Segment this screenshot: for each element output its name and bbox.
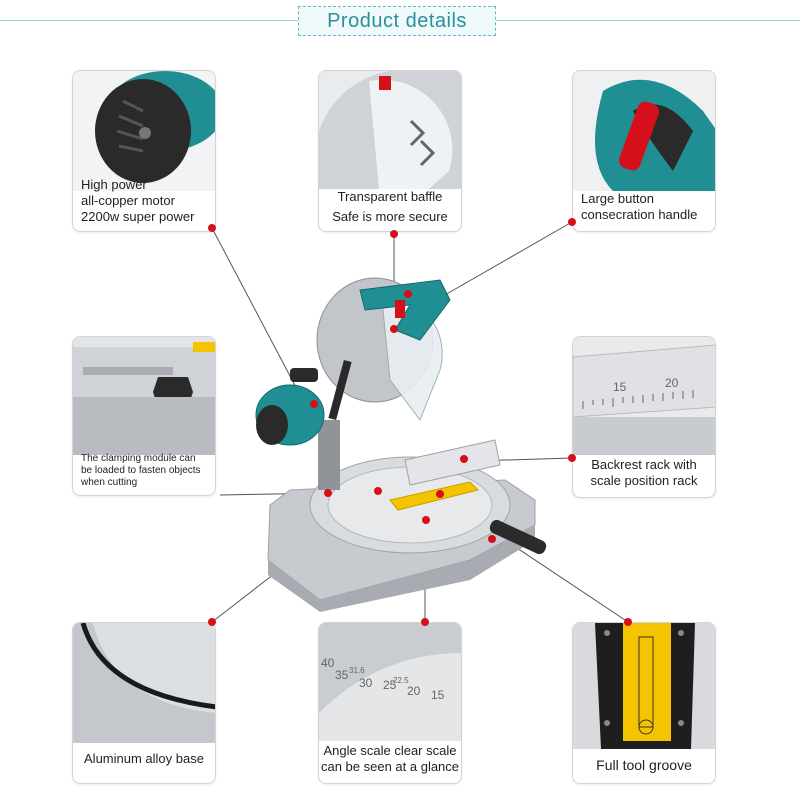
baffle-image xyxy=(319,71,462,189)
base-caption xyxy=(73,751,215,767)
angle-number: 15 xyxy=(431,688,445,702)
caption-line: Aluminum alloy base xyxy=(84,751,204,766)
tool-groove-image xyxy=(573,623,716,749)
marker-dot xyxy=(208,224,216,232)
caption-line: Full tool groove xyxy=(596,757,692,773)
feature-card-angle-scale xyxy=(318,622,462,784)
marker-dot xyxy=(390,325,398,333)
motor-caption xyxy=(73,177,215,225)
angle-number: 31.6 xyxy=(349,666,365,675)
feature-card-motor xyxy=(72,70,216,232)
backrest-caption xyxy=(573,457,715,489)
base-image xyxy=(73,623,216,743)
handle-image xyxy=(573,71,716,191)
angle-number: 25 xyxy=(383,678,397,692)
feature-card-tool-groove xyxy=(572,622,716,784)
caption-line: High power xyxy=(81,177,147,192)
backrest-image xyxy=(573,337,716,455)
angle-number: 30 xyxy=(359,676,373,690)
feature-card-base xyxy=(72,622,216,784)
angle-scale-image xyxy=(319,623,462,741)
angle-scale-caption xyxy=(319,743,461,775)
caption-line: 2200w super power xyxy=(81,209,195,224)
caption-line: The clamping module can xyxy=(81,453,196,464)
caption-line: Backrest rack with xyxy=(591,457,697,472)
marker-dot xyxy=(374,487,382,495)
marker-dot xyxy=(324,489,332,497)
caption-line: consecration handle xyxy=(581,207,698,222)
caption-line: be loaded to fasten objects xyxy=(81,465,201,476)
feature-card-handle xyxy=(572,70,716,232)
caption-line: Safe is more secure xyxy=(332,209,448,224)
marker-dot xyxy=(436,490,444,498)
marker-dot xyxy=(568,218,576,226)
feature-card-clamp xyxy=(72,336,216,496)
feature-card-baffle xyxy=(318,70,462,232)
caption-line: can be seen at a glance xyxy=(320,759,460,774)
feature-card-backrest xyxy=(572,336,716,498)
marker-dot xyxy=(208,618,216,626)
clamp-image xyxy=(73,337,216,455)
clamp-caption xyxy=(73,453,215,489)
baffle-caption xyxy=(319,189,461,225)
angle-number: 20 xyxy=(407,684,421,698)
marker-dot xyxy=(421,618,429,626)
caption-line: scale position rack xyxy=(590,473,698,488)
marker-dot xyxy=(460,455,468,463)
handle-caption xyxy=(573,191,715,223)
marker-dot xyxy=(390,230,398,238)
tool-groove-caption xyxy=(573,757,715,773)
caption-line: Transparent baffle xyxy=(337,189,443,204)
marker-dot xyxy=(488,535,496,543)
marker-dot xyxy=(404,290,412,298)
scale-number: 15 xyxy=(613,380,627,394)
motor-image xyxy=(73,71,216,191)
caption-line: all-copper motor xyxy=(81,193,175,208)
caption-line: when cutting xyxy=(81,477,138,488)
marker-dot xyxy=(310,400,318,408)
marker-dot xyxy=(568,454,576,462)
scale-number: 20 xyxy=(665,376,679,390)
angle-number: 22.5 xyxy=(393,676,409,685)
marker-dot xyxy=(624,618,632,626)
caption-line: Large button xyxy=(581,191,655,206)
page-title: Product details xyxy=(327,9,467,32)
caption-line: Angle scale clear scale xyxy=(323,743,457,758)
angle-number: 40 xyxy=(321,656,335,670)
marker-dot xyxy=(422,516,430,524)
angle-number: 35 xyxy=(335,668,349,682)
